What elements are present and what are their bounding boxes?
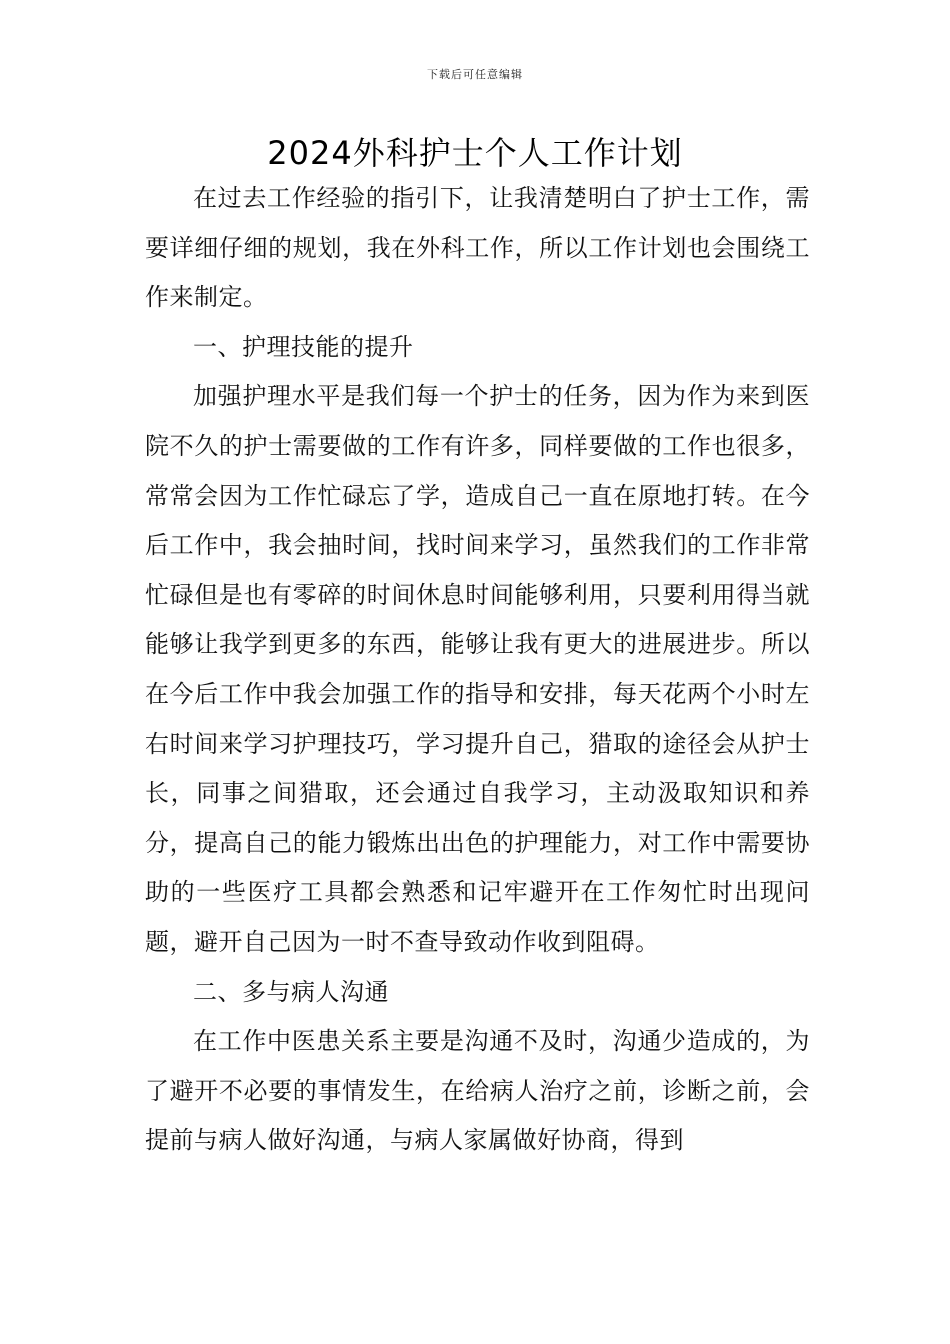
section-2-paragraph: 在工作中医患关系主要是沟通不及时，沟通少造成的，为了避开不必要的事情发生，在给病人治疗之前，诊断之前，会提前与病人做好沟通，与病人家属做好协商，得到	[145, 1027, 810, 1155]
section-1-heading: 一、护理技能的提升	[193, 332, 414, 361]
intro-paragraph: 在过去工作经验的指引下，让我清楚明白了护士工作，需要详细仔细的规划，我在外科工作，所以工作计划也会围绕工作来制定。	[145, 184, 810, 312]
document-body	[145, 174, 810, 1166]
header-note: 下载后可任意编辑	[427, 68, 523, 81]
section-1-paragraph: 加强护理水平是我们每一个护士的任务，因为作为来到医院不久的护士需要做的工作有许多，同样要做的工作也很多，常常会因为工作忙碌忘了学，造成自己一直在原地打转。在今后工作中，我会抽时间，找时间来学习，虽然我们的工作非常忙碌但是也有零碎的时间休息时间能够利用，只要利用得当就能够让我学到更多的东西，能够让我有更大的进展进步。所以在今后工作中我会加强工作的指导和安排，每天花两个小时左右时间来学习护理技巧，学习提升自己，猎取的途径会从护士长，同事之间猎取，还会通过自我学习，主动汲取知识和养分，提高自己的能力锻炼出出色的护理能力，对工作中需要协助的一些医疗工具都会熟悉和记牢避开在工作匆忙时出现问题，避开自己因为一时不查导致动作收到阻碍。	[145, 382, 810, 956]
document-title: 2024外科护士个人工作计划	[267, 134, 683, 172]
section-2-heading: 二、多与病人沟通	[193, 977, 389, 1006]
